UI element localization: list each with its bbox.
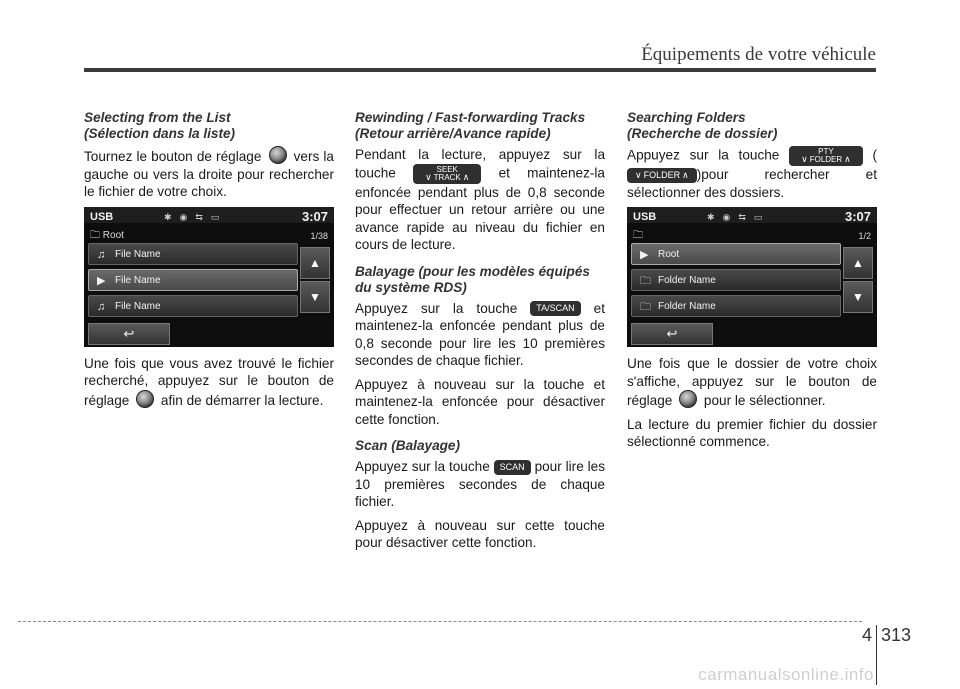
back-arrow-icon: ↩	[666, 326, 678, 341]
screen-clock: 3:07	[844, 209, 871, 224]
usb-folder-list-screen	[627, 207, 877, 347]
seek-track-button-icon: ∨ SEEK TRACK ∧	[413, 164, 481, 184]
back-button[interactable]	[88, 323, 170, 345]
screen-source-label: USB	[633, 211, 657, 223]
track-count: 1/38	[310, 230, 328, 241]
folder-icon: 🗀	[640, 301, 651, 313]
folder-button-icon: ∨ FOLDER ∧	[627, 168, 697, 183]
ta-scan-button-icon: TA/SCAN	[530, 301, 580, 316]
paragraph-scan-1: Appuyez sur la touche SCAN pour lire les 10 premières secondes de chaque fichier.	[355, 459, 606, 509]
header-rule	[84, 68, 876, 72]
usb-file-list-screen	[84, 207, 334, 347]
list-item[interactable]: 🗀 Folder Name	[631, 295, 841, 317]
status-icons: ✱◉⇆▭	[707, 212, 771, 222]
footer-rule	[18, 621, 862, 622]
pty-folder-button-icon: ∨ PTY FOLDER ∧	[789, 146, 863, 166]
music-note-icon: ♫	[97, 300, 106, 313]
list-item[interactable]: ♫ File Name	[88, 243, 298, 265]
list-item[interactable]: ▶ Root	[631, 243, 841, 265]
page-number: 4 313	[862, 625, 911, 685]
tune-knob-icon	[269, 146, 287, 164]
watermark: carmanualsonline.info	[698, 665, 874, 684]
paragraph-balayage-2: Appuyez à nouveau sur la touche et maintenez-la enfoncée pour désactiver cette fonction.	[355, 376, 605, 427]
screen-source-label: USB	[90, 210, 114, 223]
status-icons: ✱◉⇆▭	[164, 211, 228, 222]
scan-button-icon: SCAN	[494, 460, 531, 475]
play-icon: ▶	[97, 274, 106, 287]
back-button[interactable]	[631, 323, 713, 345]
folder-count: 1/2	[858, 231, 871, 241]
folder-icon: 🗀	[90, 229, 100, 241]
screen-clock: 3:07	[301, 208, 328, 224]
scroll-up-button[interactable]: ▲	[843, 247, 873, 279]
play-icon: ▶	[640, 249, 649, 261]
list-item[interactable]: 🗀 Folder Name	[631, 269, 841, 291]
paragraph-select-2: Une fois que vous avez trouvé le fichier recherché, appuyez sur le bouton de réglage afin de démarrer la lecture.	[84, 355, 334, 408]
heading-rewind: Rewinding / Fast-forwarding Tracks (Retour arrière/Avance rapide)	[355, 110, 586, 141]
tune-knob-icon	[136, 390, 154, 408]
paragraph-folders-1: Appuyez sur la touche ∨ PTY FOLDER ∧ (∨ FOLDER ∧ )pour rechercher et sélectionner des dossiers.	[627, 147, 878, 200]
paragraph-select-1: Tournez le bouton de réglage vers la gauche ou vers la droite pour rechercher le fichier de votre choix.	[84, 146, 334, 201]
tune-knob-icon	[679, 390, 697, 408]
heading-scan: Scan (Balayage)	[355, 438, 461, 453]
scroll-down-button[interactable]: ▼	[843, 281, 873, 313]
paragraph-folders-3: La lecture du premier fichier du dossier sélectionné commence.	[627, 416, 877, 449]
column-rewind	[355, 110, 605, 558]
paragraph-scan-2: Appuyez à nouveau sur cette touche pour désactiver cette fonction.	[355, 517, 605, 550]
music-note-icon: ♫	[97, 248, 106, 261]
column-selecting	[84, 110, 334, 415]
folder-path: 🗀 Root	[90, 229, 124, 241]
paragraph-folders-2: Une fois que le dossier de votre choix s'affiche, appuyez sur le bouton de réglage pour le sélectionner.	[627, 356, 877, 408]
folder-icon: 🗀	[633, 230, 643, 241]
back-arrow-icon: ↩	[123, 325, 135, 341]
folder-icon: 🗀	[640, 275, 651, 287]
heading-folders: Searching Folders (Recherche de dossier)	[627, 110, 778, 141]
column-folders	[627, 110, 877, 457]
page-header-title: Équipements de votre véhicule	[641, 44, 876, 65]
heading-balayage: Balayage (pour les modèles équipés du système RDS)	[355, 263, 590, 295]
paragraph-rewind: Pendant la lecture, appuyez sur la touche ∨ SEEK TRACK ∧ et maintenez-la enfoncée pendant plus de 0,8 seconde pour effectuer un retour arrière ou une avance rapide au niveau du fichier en cours de lecture.	[355, 147, 605, 252]
scroll-down-button[interactable]: ▼	[300, 281, 330, 313]
heading-selecting: Selecting from the List (Sélection dans la liste)	[84, 110, 236, 141]
scroll-up-button[interactable]: ▲	[300, 247, 330, 279]
paragraph-balayage-1: Appuyez sur la touche TA/SCAN et maintenez-la enfoncée pendant plus de 0,8 seconde pour lire les 10 premières secondes de chaque fichier.	[355, 300, 606, 368]
list-item[interactable]: ▶ File Name	[88, 269, 298, 291]
list-item[interactable]: ♫ File Name	[88, 295, 298, 317]
